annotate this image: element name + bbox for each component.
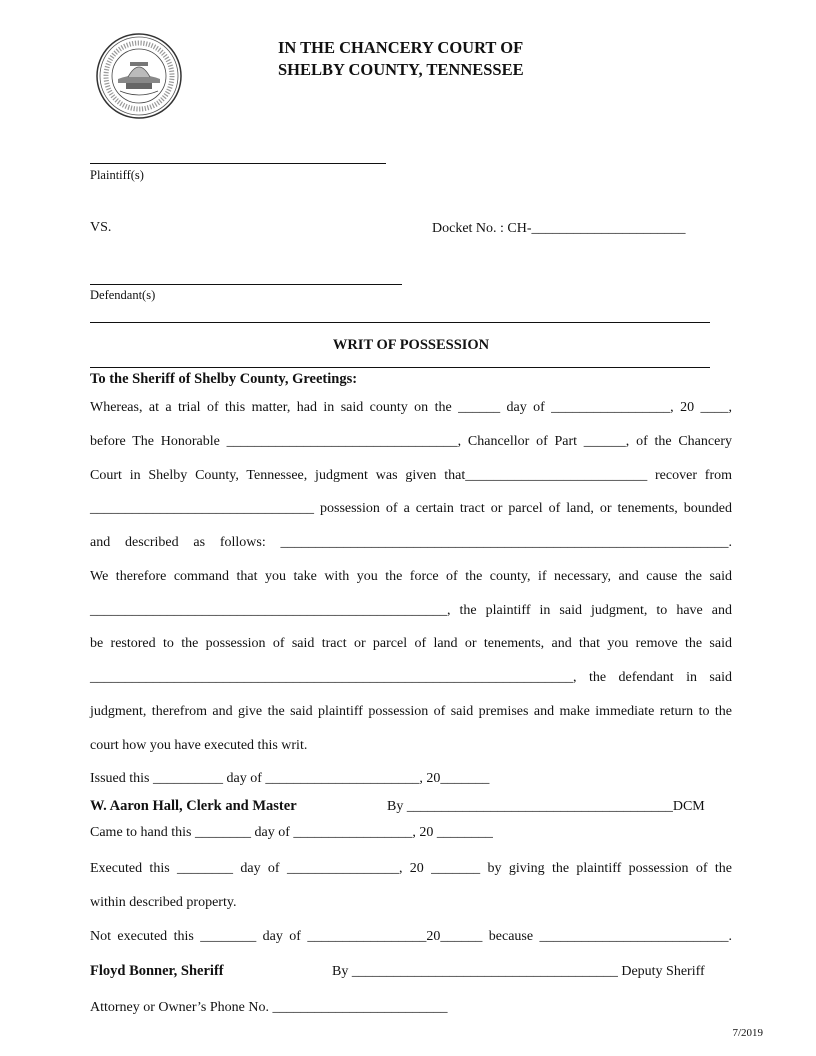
body-line[interactable]: Court in Shelby County, Tennessee, judgment was given that__________________________ recover from (90, 468, 732, 483)
executed-line: within described property. (90, 895, 237, 910)
court-title-line1: IN THE CHANCERY COURT OF (278, 38, 524, 57)
body-line: be restored to the possession of said tract or parcel of land or tenements, and that you remove the said (90, 636, 732, 651)
body-line[interactable]: ________________________________ possession of a certain tract or parcel of land, or tenements, bounded (90, 501, 732, 516)
body-line[interactable]: _____________________________________________________________________, the defendant in said (90, 670, 732, 685)
defendant-label: Defendant(s) (90, 288, 156, 302)
document-title: WRIT OF POSSESSION (332, 337, 490, 353)
not-executed-line[interactable]: Not executed this ________ day of _________________20______ because ___________________________. (90, 929, 732, 944)
body-line: court how you have executed this writ. (90, 738, 308, 753)
body-line[interactable]: ___________________________________________________, the plaintiff in said judgment, to have and (90, 603, 732, 618)
issued-line[interactable]: Issued this __________ day of ______________________, 20_______ (90, 771, 490, 786)
came-to-hand-line[interactable]: Came to hand this ________ day of _________________, 20 ________ (90, 825, 493, 840)
greeting: To the Sheriff of Shelby County, Greetings: (90, 371, 358, 387)
plaintiff-line[interactable] (90, 163, 386, 164)
phone-line[interactable]: Attorney or Owner’s Phone No. _________________________ (90, 1000, 448, 1015)
divider-top (90, 322, 710, 323)
executed-line[interactable]: Executed this ________ day of ________________, 20 _______ by giving the plaintiff possession of the (90, 861, 732, 876)
sheriff-name: Floyd Bonner, Sheriff (90, 963, 224, 979)
body-line[interactable]: before The Honorable _________________________________, Chancellor of Part ______, of the Chancery (90, 434, 732, 449)
body-line[interactable]: and described as follows: ________________________________________________________________. (90, 535, 732, 550)
court-title (278, 37, 524, 81)
court-seal-icon (96, 33, 182, 119)
sheriff-signature-line[interactable]: By ______________________________________ Deputy Sheriff (332, 964, 705, 979)
plaintiff-label: Plaintiff(s) (90, 168, 144, 182)
vs-label: VS. (90, 220, 112, 235)
body-line[interactable]: Whereas, at a trial of this matter, had in said county on the ______ day of _________________, 20 ____, (90, 400, 732, 415)
clerk-signature-line[interactable]: By ______________________________________DCM (387, 799, 705, 814)
form-revision-date: 7/2019 (732, 1027, 763, 1039)
court-title-line2: SHELBY COUNTY, TENNESSEE (278, 60, 524, 79)
body-line: We therefore command that you take with you the force of the county, if necessary, and cause the said (90, 569, 732, 584)
docket-number[interactable]: Docket No. : CH-______________________ (432, 221, 686, 236)
clerk-name: W. Aaron Hall, Clerk and Master (90, 798, 297, 814)
divider-bottom (90, 367, 710, 368)
defendant-line[interactable] (90, 284, 402, 285)
body-line: judgment, therefrom and give the said plaintiff possession of said premises and make immediate return to the (90, 704, 732, 719)
